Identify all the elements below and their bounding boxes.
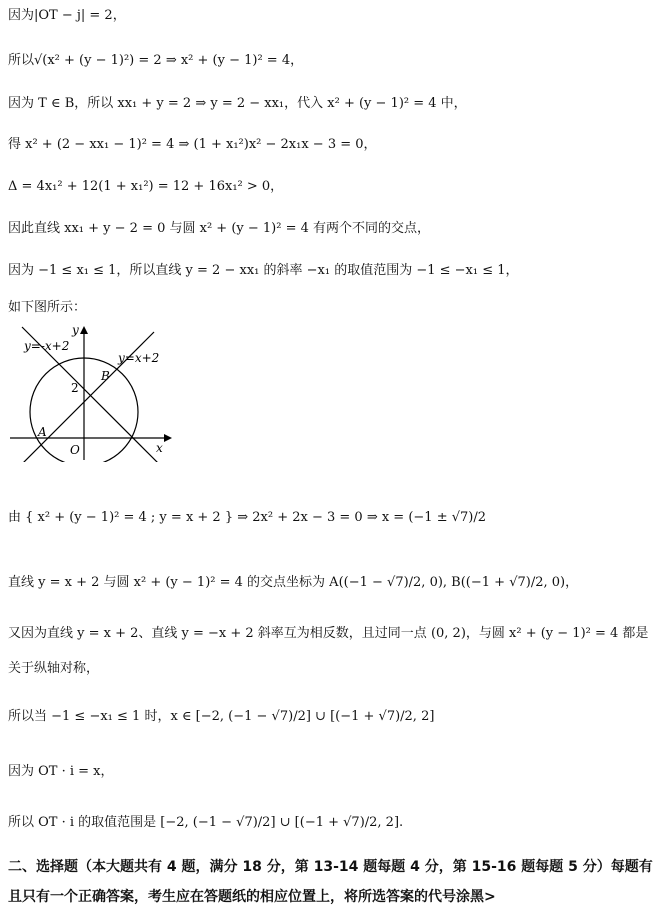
line-6: 因此直线 xx₁ + y − 2 = 0 与圆 x² + (y − 1)² = 4 有两个不同的交点，	[8, 221, 431, 236]
label-x-axis: x	[156, 441, 163, 455]
line-2: 所以√(x² + (y − 1)²) = 2 ⇒ x² + (y − 1)² = 4，	[8, 53, 304, 68]
label-right-line: y=x+2	[118, 351, 160, 365]
label-y-intercept: 2	[71, 381, 79, 395]
label-y-axis: y	[72, 323, 79, 337]
label-point-b: B	[101, 369, 110, 383]
line-5: Δ = 4x₁² + 12(1 + x₁²) = 12 + 16x₁² > 0，	[8, 179, 284, 194]
section-heading: 二、选择题（本大题共有 4 题，满分 18 分，第 13-14 题每题 4 分，第 15-16 题每题 5 分）每题有且只有一个正确答案，考生应在答题纸的相应位置上，将所选答案的代号涂黑>	[8, 859, 653, 905]
line-9: 由 { x² + (y − 1)² = 4 ; y = x + 2 } ⇒ 2x² + 2x − 3 = 0 ⇒ x = (−1 ± √7)/2	[8, 510, 487, 525]
label-origin: O	[70, 443, 80, 457]
line-15: 所以 OT · i 的取值范围是 [−2, (−1 − √7)/2] ∪ [(−1 + √7)/2, 2].	[8, 815, 404, 830]
line-3: 因为 T ∈ B，所以 xx₁ + y = 2 ⇒ y = 2 − xx₁，代入 x² + (y − 1)² = 4 中，	[8, 96, 467, 111]
label-left-line: y=-x+2	[24, 339, 70, 353]
line-14: 因为 OT · i = x，	[8, 764, 114, 779]
y-axis-arrow	[80, 326, 88, 334]
line-12: 关于纵轴对称，	[8, 661, 100, 676]
x-axis-arrow	[164, 434, 172, 442]
line-1: 因为|OT − j| = 2，	[8, 8, 126, 23]
line-8: 如下图所示：	[8, 300, 87, 315]
line-11: 又因为直线 y = x + 2、直线 y = −x + 2 斜率互为相反数，且过同一点 (0, 2)，与圆 x² + (y − 1)² = 4 都是	[8, 626, 649, 641]
line-13: 所以当 −1 ≤ −x₁ ≤ 1 时，x ∈ [−2, (−1 − √7)/2] ∪ [(−1 + √7)/2, 2]	[8, 709, 435, 724]
line-4: 得 x² + (2 − xx₁ − 1)² = 4 ⇒ (1 + x₁²)x² − 2x₁x − 3 = 0，	[8, 137, 377, 152]
label-point-a: A	[38, 425, 47, 439]
circle-lines-figure	[8, 322, 178, 462]
line-7: 因为 −1 ≤ x₁ ≤ 1，所以直线 y = 2 − xx₁ 的斜率 −x₁ 的取值范围为 −1 ≤ −x₁ ≤ 1，	[8, 263, 519, 278]
line-10: 直线 y = x + 2 与圆 x² + (y − 1)² = 4 的交点坐标为 A((−1 − √7)/2, 0), B((−1 + √7)/2, 0)，	[8, 575, 579, 590]
